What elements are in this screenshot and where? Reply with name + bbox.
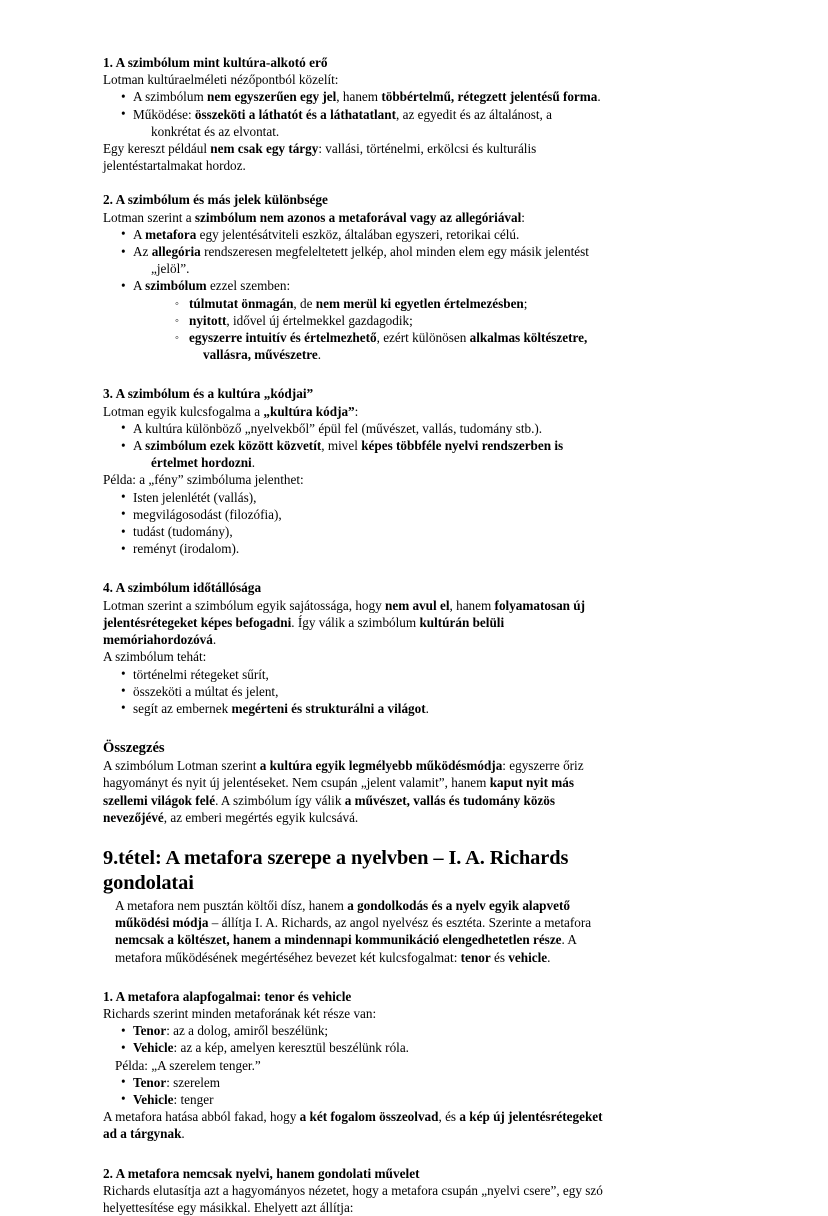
section-intro: [103, 597, 610, 649]
list-item: [121, 506, 610, 523]
list-item-term: Tenor: [133, 1023, 167, 1039]
list-item: [121, 1022, 610, 1039]
list-item: [121, 1074, 610, 1091]
outro-bold2: a kép új jelentésrétegeket ad a tárgynak: [103, 1109, 603, 1142]
section-heading: 1. A szimbólum mint kultúra-alkotó erő: [103, 55, 328, 70]
list-item-text-tail: : szerelem: [166, 1074, 221, 1090]
bullet-list: [103, 420, 610, 472]
chapter-intro-bold4: vehicle: [508, 949, 548, 965]
list-item-text-mid: rendszeresen megfeleltetett jelkép, ahol minden elem egy másik jelentést: [200, 244, 589, 260]
list-item-text-mid: egy jelentésátviteli eszköz, általában egyszeri, retorikai célú.: [196, 226, 520, 242]
list-item-text-lead: A: [133, 278, 146, 294]
intro-lead: Lotman szerint a szimbólum egyik sajátossága, hogy: [103, 597, 386, 613]
intro-mid1: , hanem: [449, 597, 495, 613]
summary-lead: A szimbólum Lotman szerint: [103, 758, 260, 774]
chapter-intro-mid2: . A metafora működésének megértéséhez bevezet két kulcsfogalmat:: [115, 932, 577, 965]
summary-bold1: a kultúra egyik legmélyebb működésmódja: [259, 758, 503, 774]
list-item-text-mid: , mivel: [321, 438, 362, 454]
sub-item-continuation-bold: vallásra, művészetre: [203, 347, 318, 363]
summary-text: [103, 757, 610, 826]
section-gap: [103, 363, 610, 385]
chapter-intro-bold3: tenor: [460, 949, 491, 965]
intro-tail: .: [212, 632, 217, 648]
outro-lead: Egy kereszt például: [103, 141, 211, 157]
summary-mid1: : egyszerre őriz hagyományt és nyit új jelentéseket. Nem csupán „jelent valamit”, hanem: [103, 758, 584, 791]
summary-tail: , az emberi megértés egyik kulcsává.: [163, 809, 359, 825]
section-gap: [103, 1143, 610, 1165]
list-item-text-bold2: képes többféle nyelvi rendszerben is: [361, 438, 564, 454]
list-item: [121, 243, 610, 277]
list-item-text: tudást (tudomány),: [133, 524, 233, 540]
list-item-text-lead: A: [133, 226, 146, 242]
bullet-list: [103, 226, 610, 295]
example-bullet-list: [103, 1074, 610, 1108]
sub-item-mid: , ezért különösen: [376, 330, 470, 346]
section-intro: [103, 403, 610, 420]
list-item-text-tail: .: [597, 89, 601, 105]
intro-lead: Lotman szerint a: [103, 209, 195, 225]
list-item-text: Isten jelenlétét (vallás),: [133, 489, 257, 505]
chapter-intro-bold1: a gondolkodás és a nyelv egyik alapvető működési módja: [115, 897, 570, 931]
section-heading: 4. A szimbólum időtállósága: [103, 580, 262, 596]
intro-tail: :: [354, 403, 359, 419]
bullet-marker: •: [121, 1074, 126, 1090]
document-body: [103, 54, 610, 1216]
outro-bold1: a két fogalom összeolvad: [299, 1109, 439, 1125]
list-item-text-bold1: szimbólum: [145, 278, 207, 294]
bullet-list: [103, 666, 610, 718]
bullet-marker: •: [121, 489, 126, 505]
list-item: [121, 683, 610, 700]
section-gap: [103, 174, 610, 191]
bullet-marker: •: [121, 437, 126, 453]
list-item-term: Vehicle: [133, 1040, 174, 1056]
bullet-marker: •: [121, 277, 126, 293]
bullet-marker: •: [121, 1091, 126, 1107]
bullet-marker: •: [121, 226, 126, 242]
sub-bullet-list: [103, 295, 610, 364]
list-item-text-lead: Működése:: [133, 106, 195, 122]
chapter-intro: [103, 897, 610, 966]
outro-mid1: , és: [438, 1109, 460, 1125]
sub-item-continuation: [189, 346, 610, 363]
intro-lead: Lotman egyik kulcsfogalma a: [103, 403, 264, 419]
chapter-intro-mid3: és: [490, 949, 509, 965]
list-item-text-mid: ezzel szemben:: [206, 278, 291, 294]
list-item-continuation: [133, 454, 610, 471]
section-heading: 2. A szimbólum és más jelek különbsége: [103, 192, 328, 208]
list-item-text-bold1: allegória: [151, 244, 201, 260]
section-heading: 3. A szimbólum és a kultúra „kódjai”: [103, 386, 314, 402]
section-outro: [103, 1108, 610, 1142]
list-item: [121, 489, 610, 506]
section-gap: [103, 717, 610, 739]
list-item: [121, 700, 610, 717]
section-metaphor-tenor-vehicle: [103, 988, 610, 1143]
sub-item-bold1: túlmutat önmagán: [189, 295, 294, 311]
list-item-term: Tenor: [133, 1074, 167, 1090]
bullet-marker: •: [121, 1039, 126, 1055]
example-intro: Példa: „A szerelem tenger.”: [115, 1057, 261, 1073]
list-item-text-bold2: többértelmű, rétegzett jelentésű forma: [381, 89, 598, 105]
intro-bold1: nem avul el: [385, 597, 450, 613]
bullet-marker: •: [121, 243, 126, 259]
list-item-continuation: konkrétat és az elvontat.: [151, 123, 280, 139]
list-item-text: reményt (irodalom).: [133, 541, 240, 557]
chapter-intro-lead: A metafora nem pusztán költői dísz, hanem: [115, 897, 348, 913]
section-symbol-timelessness: [103, 579, 610, 717]
intro-bold2: folyamatosan új jelentésrétegeket képes befogadni: [103, 597, 586, 630]
outro-tail: : vallási, történelmi, erkölcsi és kulturális jelentéstartalmakat hordoz.: [103, 141, 537, 174]
list-item-text-bold1: szimbólum ezek között közvetít: [145, 438, 322, 454]
list-item-text-tail: : az a kép, amelyen keresztül beszélünk róla.: [173, 1040, 409, 1056]
list-item-continuation-bold: értelmet hordozni: [151, 455, 252, 471]
list-item-text-lead: segít az embernek: [133, 700, 232, 716]
section-heading: 1. A metafora alapfogalmai: tenor és vehicle: [103, 988, 352, 1004]
chapter-intro-mid1: – állítja I. A. Richards, az angol nyelvész és esztéta. Szerinte a metafora: [208, 915, 592, 931]
section-lead-line: A szimbólum tehát:: [103, 649, 207, 665]
outro-tail: .: [181, 1126, 185, 1142]
bullet-marker: •: [121, 506, 126, 522]
intro-bold: „kultúra kódja”: [263, 403, 355, 419]
summary-bold3: a művészet, vallás és tudomány közös nevezőjévé: [103, 792, 556, 825]
section-symbol-culture-codes: [103, 385, 610, 557]
summary-bold2: kaput nyit más szellemi világok felé: [103, 775, 574, 808]
bullet-marker: •: [121, 106, 126, 122]
bullet-marker: •: [121, 523, 126, 539]
sub-bullet-marker: ◦: [175, 332, 179, 345]
bullet-marker: •: [121, 683, 126, 699]
sub-item-bold2: nem merül ki egyetlen értelmezésben: [315, 295, 524, 311]
list-item: [121, 666, 610, 683]
sub-bullet-marker: ◦: [175, 314, 179, 327]
list-item: [121, 1091, 610, 1108]
outro-lead: A metafora hatása abból fakad, hogy: [103, 1109, 300, 1125]
chapter-intro-tail: .: [547, 949, 551, 965]
summary-heading: Összegzés: [103, 740, 165, 757]
chapter-metaphor-richards: [103, 846, 610, 966]
section-heading: 2. A metafora nemcsak nyelvi, hanem gondolati művelet: [103, 1165, 420, 1181]
chapter-gap: [103, 826, 610, 846]
list-item-text-lead: összeköti a múltat és jelent,: [133, 683, 279, 699]
sub-item-mid: , de: [293, 295, 316, 311]
section-intro: Richards elutasítja azt a hagyományos nézetet, hogy a metafora csupán „nyelvi csere”, egy szó helyettesítése egy másikkal. Ehelyett azt állítja:: [103, 1182, 603, 1215]
list-item-text-tail: .: [425, 700, 429, 716]
bullet-marker: •: [121, 88, 126, 104]
list-item-text-tail: : az a dolog, amiről beszélünk;: [166, 1023, 329, 1039]
bullet-marker: •: [121, 420, 126, 436]
section-intro: Richards szerint minden metaforának két része van:: [103, 1005, 377, 1021]
sub-list-item: [175, 329, 610, 363]
sub-item-bold1: egyszerre intuitív és értelmezhető: [189, 330, 377, 346]
list-item-text-tail: : tenger: [173, 1091, 214, 1107]
sub-list-item: [175, 312, 610, 329]
section-symbol-vs-other-signs: [103, 191, 610, 363]
outro-bold: nem csak egy tárgy: [210, 141, 319, 157]
sub-item-bold2: alkalmas költészetre,: [469, 330, 588, 346]
section-intro: [103, 209, 610, 226]
intro-tail: :: [521, 209, 525, 225]
list-item-text-bold1: nem egyszerűen egy jel: [207, 89, 337, 105]
list-item-text-bold1: metafora: [145, 226, 197, 242]
sub-bullet-marker: ◦: [175, 297, 179, 310]
chapter-intro-bold2: nemcsak a költészet, hanem a mindennapi kommunikáció elengedhetetlen része: [115, 932, 562, 948]
list-item: [121, 420, 610, 437]
list-item: [121, 1039, 610, 1056]
list-item: [121, 226, 610, 243]
list-item-text-bold1: megérteni és strukturálni a világot: [231, 700, 426, 716]
bullet-list: [103, 1022, 610, 1056]
list-item-continuation: „jelöl”.: [151, 261, 190, 277]
list-item-text: megvilágosodást (filozófia),: [133, 506, 282, 522]
section-symbol-culture-creating-force: [103, 54, 610, 174]
bullet-marker: •: [121, 666, 126, 681]
list-item-text-lead: történelmi rétegeket sűrít,: [133, 666, 269, 682]
summary-mid2: . A szimbólum így válik: [215, 792, 345, 808]
list-item-text-lead: Az: [133, 244, 152, 260]
section-outro: [103, 140, 610, 174]
list-item: [121, 106, 610, 140]
list-item: [121, 277, 610, 294]
list-item-term: Vehicle: [133, 1091, 174, 1107]
sub-item-mid: , idővel új értelmekkel gazdagodik;: [226, 312, 413, 328]
bullet-list: [103, 88, 610, 140]
sub-list-item: [175, 295, 610, 312]
list-item: [121, 540, 610, 557]
list-item-text-tail: .: [251, 455, 255, 471]
bullet-marker: •: [121, 1022, 126, 1038]
list-item-text-mid: , az egyedit és az általánost, a: [396, 106, 552, 122]
sub-item-tail: .: [317, 347, 322, 363]
list-item-text-lead: A szimbólum: [133, 89, 207, 105]
list-item-text-lead: A: [133, 438, 146, 454]
bullet-marker: •: [121, 540, 126, 556]
list-item: [121, 88, 610, 105]
chapter-heading: 9.tétel: A metafora szerepe a nyelvben – I. A. Richards gondolatai: [103, 846, 569, 895]
list-item-text-bold1: összeköti a láthatót és a láthatatlant: [194, 106, 397, 122]
example-bullet-list: [103, 489, 610, 558]
section-gap: [103, 557, 610, 579]
sub-item-tail: ;: [523, 295, 528, 311]
example-intro: Példa: a „fény” szimbóluma jelenthet:: [103, 472, 304, 488]
intro-bold3: kultúrán belüli memóriahordozóvá: [103, 614, 505, 648]
list-item-text-lead: A kultúra különböző „nyelvekből” épül fel (művészet, vallás, tudomány stb.).: [133, 420, 543, 436]
intro-bold: szimbólum nem azonos a metaforával vagy az allegóriával: [194, 209, 522, 225]
section-metaphor-conceptual-operation: [103, 1165, 610, 1216]
section-gap: [103, 966, 610, 988]
section-summary: [103, 739, 610, 826]
list-item-text-mid: , hanem: [336, 89, 382, 105]
list-item: [121, 437, 610, 471]
bullet-marker: •: [121, 700, 126, 716]
list-item: [121, 523, 610, 540]
section-intro: Lotman kultúraelméleti nézőpontból közelít:: [103, 72, 339, 88]
sub-item-bold1: nyitott: [189, 312, 227, 328]
intro-mid2: . Így válik a szimbólum: [291, 614, 420, 630]
